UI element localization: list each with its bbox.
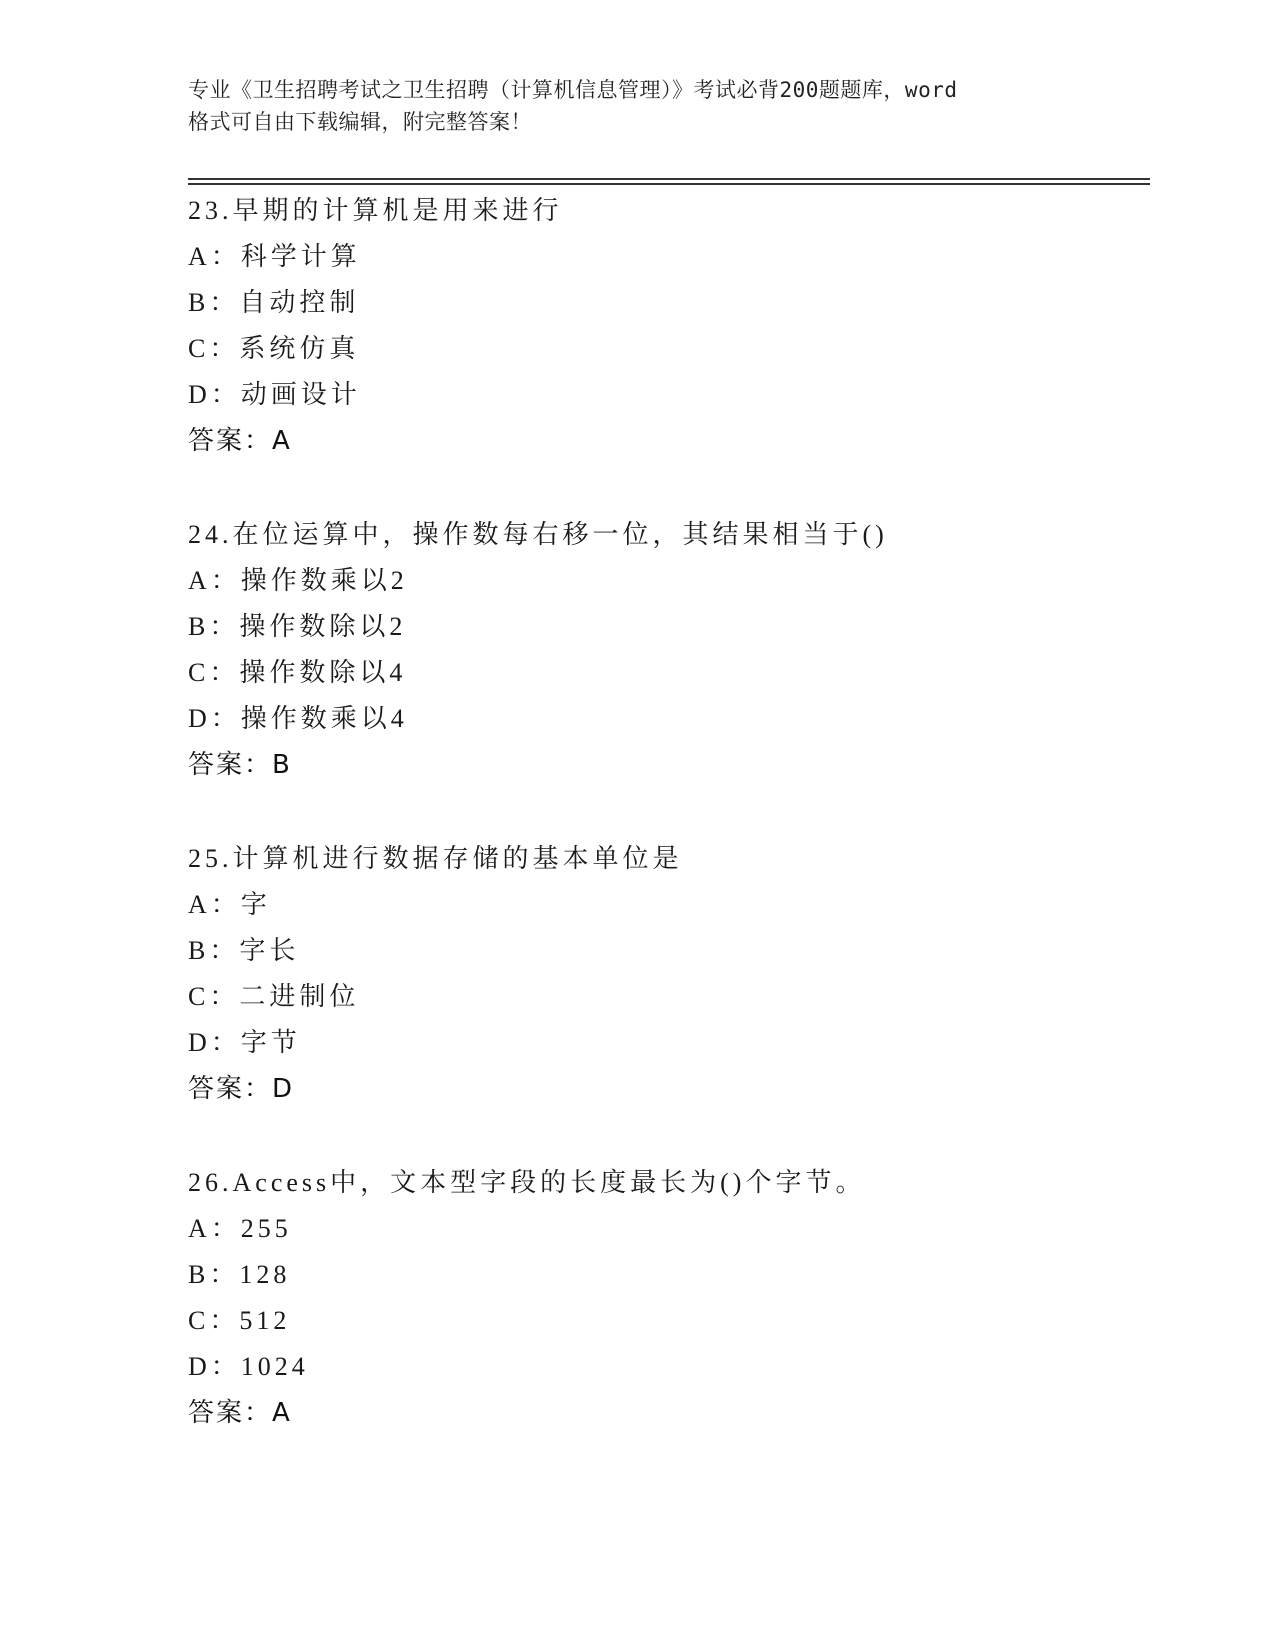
header-line-1: 专业《卫生招聘考试之卫生招聘（计算机信息管理）》考试必背200题题库，word: [188, 78, 958, 102]
question-stem: 25.计算机进行数据存储的基本单位是: [188, 844, 683, 873]
answer: 答案：A: [188, 1398, 292, 1428]
question-23: [188, 188, 1150, 464]
option-c: C：二进制位: [188, 982, 360, 1011]
option-b: B：字长: [188, 936, 300, 965]
question-25: [188, 836, 1150, 1112]
question-stem: 24.在位运算中，操作数每右移一位，其结果相当于(): [188, 520, 888, 549]
option-d: D：1024: [188, 1352, 309, 1381]
header-divider-top: [188, 178, 1150, 180]
question-stem: 23.早期的计算机是用来进行: [188, 196, 563, 225]
option-c: C：512: [188, 1306, 291, 1335]
option-a: A：字: [188, 890, 271, 919]
answer: 答案：A: [188, 426, 292, 456]
option-d: D：动画设计: [188, 380, 361, 409]
question-26: [188, 1160, 1150, 1436]
question-spacer: [188, 1112, 1150, 1160]
option-c: C：操作数除以4: [188, 658, 407, 687]
option-b: B：操作数除以2: [188, 612, 407, 641]
answer: 答案：B: [188, 750, 292, 780]
option-a: A：科学计算: [188, 242, 361, 271]
question-spacer: [188, 788, 1150, 836]
question-stem: 26.Access中，文本型字段的长度最长为()个字节。: [188, 1168, 866, 1197]
option-d: D：操作数乘以4: [188, 704, 408, 733]
header-divider-bottom: [188, 183, 1150, 185]
document-header: [188, 74, 1088, 138]
answer: 答案：D: [188, 1074, 295, 1104]
option-a: A：255: [188, 1214, 292, 1243]
header-line-2: 格式可自由下载编辑，附完整答案！: [188, 110, 532, 134]
question-spacer: [188, 464, 1150, 512]
question-list: [188, 188, 1150, 1436]
option-b: B：128: [188, 1260, 291, 1289]
option-b: B：自动控制: [188, 288, 360, 317]
option-d: D：字节: [188, 1028, 301, 1057]
question-24: [188, 512, 1150, 788]
option-a: A：操作数乘以2: [188, 566, 408, 595]
option-c: C：系统仿真: [188, 334, 360, 363]
